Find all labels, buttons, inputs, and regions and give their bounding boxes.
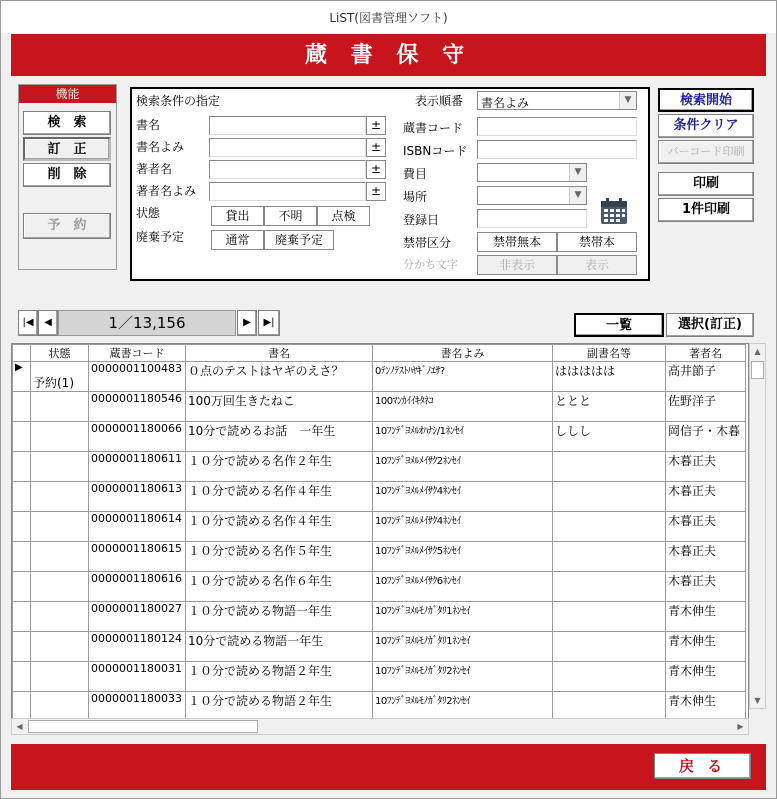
category-show-button[interactable]: 表示 (557, 255, 637, 275)
column-header-reading[interactable]: 書名よみ (373, 345, 553, 362)
cell-reading[interactable]: 10ﾌﾝﾃﾞﾖﾒﾙﾒｲｻｸ5ﾈﾝｾｲ (373, 542, 553, 572)
cell-author[interactable]: 木暮正夫 (666, 542, 746, 572)
edit-mode-button[interactable]: 訂 正 (23, 137, 111, 161)
grid-horizontal-scrollbar[interactable] (11, 718, 749, 735)
cell-status[interactable] (31, 512, 89, 542)
cell-author[interactable]: 岡信子・木暮 (666, 422, 746, 452)
cell-title[interactable]: 100万回生きたねこ (186, 392, 373, 422)
cell-code[interactable]: 0000001180615 (89, 542, 186, 572)
cell-author[interactable]: 青木伸生 (666, 602, 746, 632)
cell-subtitle[interactable] (553, 572, 666, 602)
cell-title[interactable]: １０分で読める名作４年生 (186, 512, 373, 542)
cell-reading[interactable]: 100ﾏﾝｶｲｲｷﾀﾈｺ (373, 392, 553, 422)
disposal-planned-button[interactable]: 廃棄予定 (264, 230, 334, 250)
next-record-icon: ▶ (243, 317, 251, 328)
next-record-button[interactable] (237, 310, 257, 336)
row-selector[interactable] (13, 692, 31, 722)
cell-author[interactable]: 青木伸生 (666, 662, 746, 692)
status-label: 状態 (136, 206, 161, 220)
cell-subtitle[interactable] (553, 602, 666, 632)
status-unknown-button[interactable]: 不明 (264, 206, 317, 226)
cell-author[interactable]: 高井節子 (666, 362, 746, 392)
search-start-button[interactable]: 検索開始 (658, 88, 754, 112)
scroll-thumb-horizontal[interactable] (28, 720, 258, 733)
search-mode-button[interactable]: 検 索 (23, 111, 111, 135)
cell-code[interactable]: 0000001180616 (89, 572, 186, 602)
cell-code[interactable]: 0000001180546 (89, 392, 186, 422)
cell-reading[interactable]: 10ﾌﾝﾃﾞﾖﾒﾙﾓﾉｶﾞﾀﾘ1ﾈﾝｾｲ (373, 632, 553, 662)
sort-label: 表示順番 (415, 94, 464, 108)
first-record-button[interactable] (18, 310, 38, 336)
author-reading-plusminus[interactable]: ± (366, 182, 386, 201)
cell-status[interactable] (31, 542, 89, 572)
author-field[interactable] (209, 160, 366, 179)
prev-record-icon: ◀ (44, 317, 52, 328)
book-grid (11, 343, 749, 724)
cell-author[interactable]: 木暮正夫 (666, 512, 746, 542)
cell-status[interactable] (31, 392, 89, 422)
calendar-icon[interactable] (599, 196, 629, 226)
table-row[interactable] (13, 572, 746, 602)
row-selector[interactable] (13, 452, 31, 482)
sort-select[interactable] (477, 91, 637, 110)
cell-subtitle[interactable] (553, 692, 666, 722)
delete-mode-button[interactable]: 削 除 (23, 163, 111, 187)
cell-title[interactable]: １０分で読める名作４年生 (186, 482, 373, 512)
cell-subtitle[interactable] (553, 512, 666, 542)
row-selector[interactable] (13, 512, 31, 542)
book-table (12, 344, 746, 722)
chevron-down-icon: ▼ (569, 187, 586, 204)
cell-subtitle[interactable]: ははははは (553, 362, 666, 392)
table-row[interactable] (13, 512, 746, 542)
cell-reading[interactable]: 0ﾃﾝﾉﾃｽﾄﾊﾔｷﾞﾉｴｻ? (373, 362, 553, 392)
code-label: 蔵書コード (403, 121, 464, 135)
place-select[interactable] (477, 186, 587, 205)
header-band (11, 34, 766, 76)
book-name-plusminus[interactable]: ± (366, 116, 386, 135)
table-row[interactable] (13, 692, 746, 722)
cell-reading[interactable]: 10ﾌﾝﾃﾞﾖﾒﾙﾒｲｻｸ2ﾈﾝｾｲ (373, 452, 553, 482)
disposal-label: 廃棄予定 (136, 230, 185, 244)
back-button[interactable]: 戻 る (654, 753, 751, 779)
scroll-up-icon[interactable]: ▲ (754, 347, 761, 356)
author-reading-label: 著者名よみ (136, 184, 197, 198)
cell-status[interactable] (31, 452, 89, 482)
cell-reading[interactable]: 10ﾌﾝﾃﾞﾖﾒﾙﾓﾉｶﾞﾀﾘ2ﾈﾝｾｲ (373, 692, 553, 722)
last-record-button[interactable] (258, 310, 280, 336)
cell-reading[interactable]: 10ﾌﾝﾃﾞﾖﾒﾙﾓﾉｶﾞﾀﾘ2ﾈﾝｾｲ (373, 662, 553, 692)
table-row[interactable] (13, 422, 746, 452)
book-name-field[interactable] (209, 116, 366, 135)
cell-title[interactable]: １０分で読める名作６年生 (186, 572, 373, 602)
cell-subtitle[interactable] (553, 542, 666, 572)
print-button[interactable]: 印刷 (658, 172, 754, 196)
scroll-down-icon[interactable]: ▼ (754, 696, 761, 705)
cell-code[interactable]: 0000001180066 (89, 422, 186, 452)
cell-status[interactable] (31, 572, 89, 602)
isbn-field[interactable] (477, 140, 637, 159)
cell-subtitle[interactable]: ととと (553, 392, 666, 422)
table-header-row (13, 345, 746, 362)
isbn-label: ISBNコード (403, 144, 468, 158)
header-selector (13, 345, 31, 362)
book-reading-label: 書名よみ (136, 140, 185, 154)
sort-value: 書名よみ (481, 96, 530, 110)
cell-code[interactable]: 0000001180027 (89, 602, 186, 632)
scroll-right-icon[interactable]: ▶ (737, 722, 744, 731)
band-restricted-button[interactable]: 禁帯本 (557, 232, 637, 252)
cell-reading[interactable]: 10ﾌﾝﾃﾞﾖﾒﾙﾓﾉｶﾞﾀﾘ1ﾈﾝｾｲ (373, 602, 553, 632)
cell-author[interactable]: 佐野洋子 (666, 392, 746, 422)
tab-list[interactable]: 一覧 (574, 313, 664, 337)
table-row[interactable] (13, 452, 746, 482)
cell-reading[interactable]: 10ﾌﾝﾃﾞﾖﾒﾙﾒｲｻｸ4ﾈﾝｾｲ (373, 482, 553, 512)
chevron-down-icon: ▼ (569, 164, 586, 181)
column-header-author[interactable]: 著者名 (666, 345, 746, 362)
row-selector[interactable] (13, 602, 31, 632)
grid-vertical-scrollbar[interactable] (749, 343, 766, 709)
cell-code[interactable]: 0000001180611 (89, 452, 186, 482)
reg-date-label: 登録日 (403, 213, 440, 227)
scroll-left-icon[interactable]: ◀ (16, 722, 23, 731)
band-label: 禁帯区分 (403, 236, 452, 250)
row-selector[interactable] (13, 482, 31, 512)
cell-title[interactable]: ０点のテストはヤギのえさ？ (186, 362, 373, 392)
column-header-status[interactable]: 状態 (31, 345, 89, 362)
reserve-button[interactable]: 予 約 (23, 213, 111, 239)
cell-subtitle[interactable]: ししし (553, 422, 666, 452)
status-lending-button[interactable]: 貸出 (211, 206, 264, 226)
tab-select-edit[interactable]: 選択(訂正) (666, 313, 754, 337)
table-row[interactable] (13, 632, 746, 662)
print-one-button[interactable]: 1件印刷 (658, 198, 754, 222)
scroll-thumb-vertical[interactable] (751, 361, 764, 379)
cell-status[interactable] (31, 482, 89, 512)
window-title: LiST(図書管理ソフト) (1, 1, 776, 33)
book-name-label: 書名 (136, 118, 161, 132)
prev-record-button[interactable] (38, 310, 58, 336)
table-row[interactable] (13, 482, 746, 512)
cell-author[interactable]: 青木伸生 (666, 632, 746, 662)
code-field[interactable] (477, 117, 637, 136)
table-row[interactable] (13, 542, 746, 572)
cell-status[interactable] (31, 632, 89, 662)
book-reading-plusminus[interactable]: ± (366, 138, 386, 157)
cell-subtitle[interactable] (553, 482, 666, 512)
row-selector[interactable] (13, 632, 31, 662)
main-area (11, 76, 766, 744)
cell-status[interactable] (31, 602, 89, 632)
cell-code[interactable]: 0000001180031 (89, 662, 186, 692)
band-none-button[interactable]: 禁帯無本 (477, 232, 557, 252)
table-row[interactable] (13, 392, 746, 422)
cell-code[interactable]: 0000001180614 (89, 512, 186, 542)
search-panel-title: 検索条件の指定 (136, 94, 221, 108)
cell-author[interactable]: 青木伸生 (666, 692, 746, 722)
disposal-normal-button[interactable]: 通常 (211, 230, 264, 250)
search-condition-panel (130, 87, 650, 281)
row-selector[interactable] (13, 542, 31, 572)
category-label: 分かち文字 (403, 258, 458, 271)
cell-reading[interactable]: 10ﾌﾝﾃﾞﾖﾒﾙﾒｲｻｸ6ﾈﾝｾｲ (373, 572, 553, 602)
cell-author[interactable]: 木暮正夫 (666, 572, 746, 602)
table-row[interactable] (13, 602, 746, 632)
cell-subtitle[interactable] (553, 452, 666, 482)
cell-code[interactable]: 0000001180124 (89, 632, 186, 662)
author-reading-field[interactable] (209, 182, 366, 201)
cell-code[interactable]: 0000001180613 (89, 482, 186, 512)
category-hide-button[interactable]: 非表示 (477, 255, 557, 275)
clear-conditions-button[interactable]: 条件クリア (658, 114, 754, 138)
column-header-code[interactable]: 蔵書コード (89, 345, 186, 362)
cost-select[interactable] (477, 163, 587, 182)
first-record-icon: |◀ (22, 317, 34, 328)
cell-subtitle[interactable] (553, 662, 666, 692)
table-row[interactable] (13, 362, 746, 392)
barcode-print-button[interactable]: バーコード印刷 (658, 140, 754, 164)
row-selector[interactable] (13, 392, 31, 422)
cell-title[interactable]: １０分で読める名作５年生 (186, 542, 373, 572)
cell-status[interactable] (31, 662, 89, 692)
place-label: 場所 (403, 190, 428, 204)
last-record-icon: ▶| (263, 317, 275, 328)
footer-band (11, 744, 766, 790)
record-position: 1／13,156 (58, 310, 236, 336)
row-selector[interactable] (13, 572, 31, 602)
function-heading: 機能 (19, 85, 116, 103)
page-title: 蔵 書 保 守 (305, 42, 472, 68)
row-selector[interactable] (13, 662, 31, 692)
row-selector[interactable]: ▶ (13, 362, 31, 392)
cost-label: 費目 (403, 167, 428, 181)
cell-reading[interactable]: 10ﾌﾝﾃﾞﾖﾒﾙｵﾊﾅｼ/1ﾈﾝｾｲ (373, 422, 553, 452)
reg-date-field[interactable] (477, 209, 587, 228)
cell-author[interactable]: 木暮正夫 (666, 482, 746, 512)
column-header-subtitle[interactable]: 副書名等 (553, 345, 666, 362)
cell-title[interactable]: １０分で読める物語一年生 (186, 602, 373, 632)
status-check-button[interactable]: 点検 (317, 206, 370, 226)
cell-title[interactable]: １０分で読める物語２年生 (186, 662, 373, 692)
cell-subtitle[interactable] (553, 632, 666, 662)
cell-title[interactable]: １０分で読める名作２年生 (186, 452, 373, 482)
book-reading-field[interactable] (209, 138, 366, 157)
cell-code[interactable]: 0000001180033 (89, 692, 186, 722)
row-selector[interactable] (13, 422, 31, 452)
cell-author[interactable]: 木暮正夫 (666, 452, 746, 482)
table-row[interactable] (13, 662, 746, 692)
cell-status[interactable] (31, 692, 89, 722)
function-panel (18, 84, 117, 270)
cell-code[interactable]: 0000001100483 (89, 362, 186, 392)
cell-title[interactable]: 10分で読める物語一年生 (186, 632, 373, 662)
cell-status[interactable] (31, 422, 89, 452)
column-header-title[interactable]: 書名 (186, 345, 373, 362)
author-label: 著者名 (136, 162, 173, 176)
cell-title[interactable]: 10分で読めるお話 一年生 (186, 422, 373, 452)
author-plusminus[interactable]: ± (366, 160, 386, 179)
cell-title[interactable]: １０分で読める物語２年生 (186, 692, 373, 722)
chevron-down-icon: ▼ (619, 92, 636, 109)
cell-status[interactable]: 予約(1) (31, 362, 89, 392)
cell-reading[interactable]: 10ﾌﾝﾃﾞﾖﾒﾙﾒｲｻｸ4ﾈﾝｾｲ (373, 512, 553, 542)
